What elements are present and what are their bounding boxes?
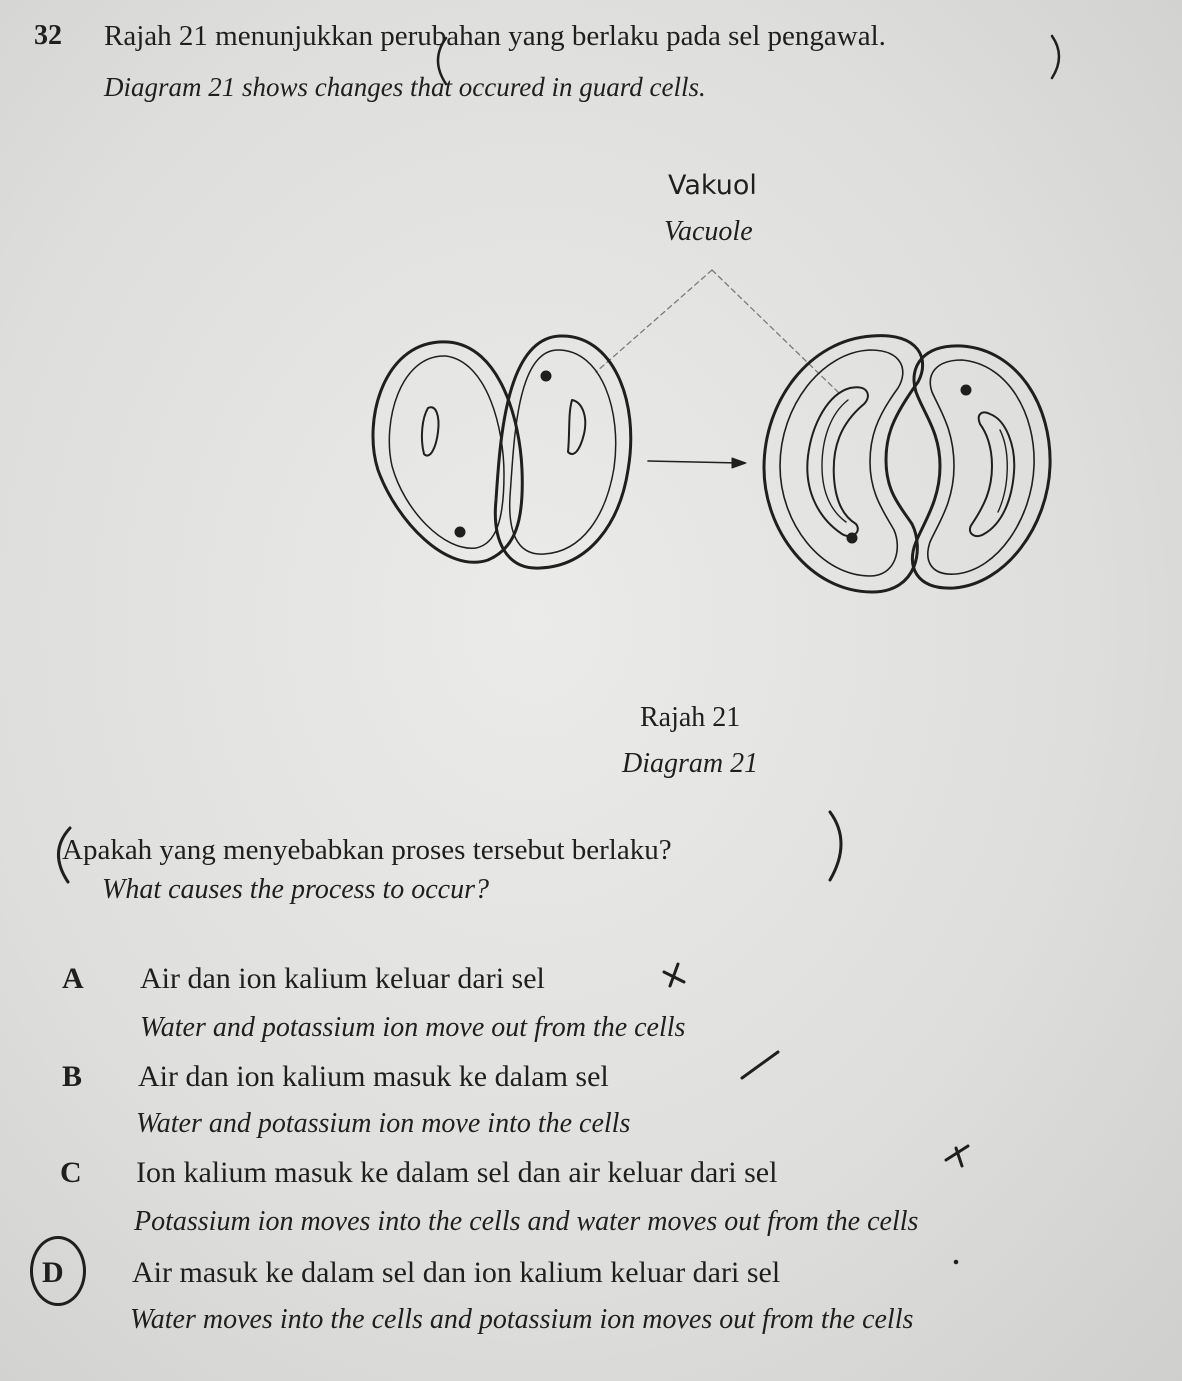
option-d-text-malay: Air masuk ke dalam sel dan ion kalium keluar dari sel <box>132 1256 781 1289</box>
question-text-malay: Rajah 21 menunjukkan perubahan yang berlaku pada sel pengawal. <box>104 20 886 52</box>
left-cell-nucleus <box>455 527 465 537</box>
option-b-text-english: Water and potassium ion move into the cells <box>136 1108 631 1139</box>
option-a-letter: A <box>62 962 84 995</box>
option-a-text-english: Water and potassium ion move out from the cells <box>140 1012 686 1043</box>
process-arrowhead <box>732 458 746 468</box>
turgid-guard-cells <box>764 336 1050 592</box>
left-cell-nucleus-turgid <box>847 533 857 543</box>
option-d-letter: D <box>42 1256 64 1289</box>
right-cell-inner-membrane <box>510 350 616 554</box>
right-cell-inner-turgid <box>928 360 1034 574</box>
option-c-text-malay: Ion kalium masuk ke dalam sel dan air keluar dari sel <box>136 1156 778 1189</box>
cross-mark-c <box>946 1146 968 1166</box>
flaccid-guard-cells <box>373 336 631 568</box>
prompt-text-malay: Apakah yang menyebabkan proses tersebut berlaku? <box>62 834 672 866</box>
prompt-text-english: What causes the process to occur? <box>102 874 489 905</box>
vacuole-label-english: Vacuole <box>664 216 753 247</box>
option-d-text-english: Water moves into the cells and potassium ion moves out from the cells <box>130 1304 914 1335</box>
question-number: 32 <box>34 20 62 51</box>
diagram-caption-malay: Rajah 21 <box>640 702 741 733</box>
cross-mark-a <box>664 964 684 986</box>
option-b-letter: B <box>62 1060 83 1093</box>
vacuole-label-malay: Vakuol <box>668 170 757 201</box>
option-c-text-english: Potassium ion moves into the cells and water moves out from the cells <box>134 1206 919 1237</box>
diagram-caption-english: Diagram 21 <box>622 748 759 779</box>
process-arrow <box>648 461 740 463</box>
right-cell-nucleus <box>541 371 551 381</box>
left-cell-inner-turgid <box>780 350 903 576</box>
right-cell-vacuole-inner <box>998 430 1007 512</box>
pointer-line-left <box>596 270 712 372</box>
right-cell-nucleus-turgid <box>961 385 971 395</box>
left-guard-cell-outline-turgid <box>764 336 923 592</box>
option-c-letter: C <box>60 1156 82 1189</box>
option-a-text-malay: Air dan ion kalium keluar dari sel <box>140 962 545 995</box>
right-cell-vacuole <box>568 400 585 454</box>
option-b-text-malay: Air dan ion kalium masuk ke dalam sel <box>138 1060 609 1093</box>
pencil-bracket-right <box>1052 36 1059 78</box>
left-cell-vacuole <box>422 407 439 455</box>
pencil-bracket-prompt-right <box>830 812 841 880</box>
question-text-english: Diagram 21 shows changes that occured in guard cells. <box>104 72 706 102</box>
right-guard-cell-outline-turgid <box>912 346 1050 588</box>
tick-mark-b <box>742 1052 778 1078</box>
pencil-bracket-left <box>438 38 446 84</box>
pencil-dot-d <box>954 1260 958 1264</box>
